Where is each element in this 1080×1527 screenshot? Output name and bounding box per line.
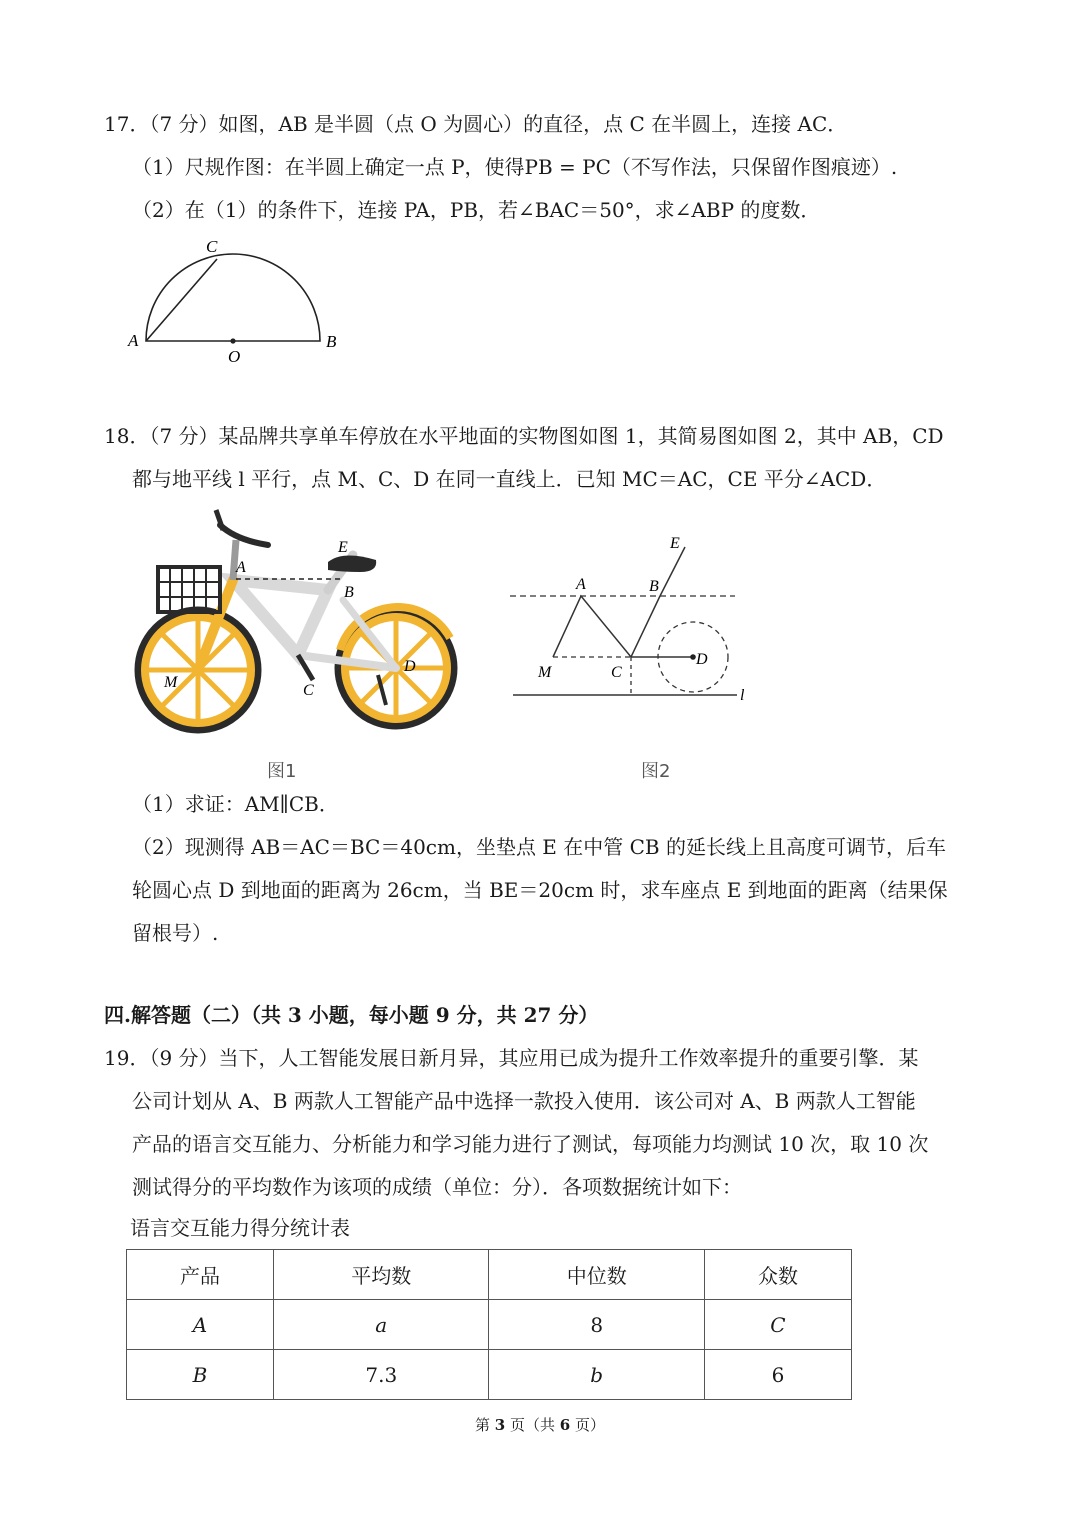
- table-cell: b: [489, 1350, 704, 1400]
- fig1-label-b: B: [344, 584, 354, 601]
- table-cell: B: [127, 1350, 274, 1400]
- q17-part1: （1）尺规作图：在半圆上确定一点 P，使得PB = PC（不写作法，只保留作图痕迹）.: [132, 155, 898, 179]
- fig2-label-c: C: [611, 664, 622, 681]
- label-c: C: [206, 237, 218, 256]
- footer-middle: 页（共: [505, 1416, 560, 1434]
- section-heading: 四.解答题（二）（共 3 小题，每小题 9 分，共 27 分）: [104, 1003, 599, 1027]
- fig1-label-e: E: [338, 539, 348, 556]
- point-d: [690, 654, 696, 660]
- q19-line4: 测试得分的平均数作为该项的成绩（单位：分）．各项数据统计如下：: [132, 1175, 742, 1199]
- table-cell: 8: [489, 1300, 704, 1350]
- footer-prefix: 第: [475, 1416, 495, 1434]
- table-cell: C: [704, 1300, 851, 1350]
- fig2-label-d: D: [696, 651, 708, 668]
- fig1-label-c: C: [303, 682, 314, 699]
- segments-macb: [553, 596, 660, 657]
- q18-part1: （1）求证：AM∥CB．: [132, 792, 339, 816]
- footer-suffix: 页）: [570, 1416, 605, 1434]
- q18-stem-line2: 都与地平线 l 平行，点 M、C、D 在同一直线上．已知 MC＝AC，CE 平分∠ACD．: [132, 467, 887, 491]
- fig1-label-a: A: [236, 559, 246, 576]
- fig2-label-b: B: [649, 578, 659, 595]
- q17-part2: （2）在（1）的条件下，连接 PA，PB，若∠BAC＝50°，求∠ABP 的度数．: [132, 198, 821, 222]
- fig2-label-a: A: [576, 576, 586, 593]
- bicycle-figure: [128, 500, 458, 745]
- table-header-cell: 众数: [704, 1250, 851, 1300]
- table-cell: a: [274, 1300, 489, 1350]
- footer-page-number: 3: [494, 1416, 506, 1434]
- segment-be: [660, 547, 685, 596]
- table-header-cell: 产品: [127, 1250, 274, 1300]
- fig1-label-d: D: [404, 658, 416, 675]
- page-footer: [0, 1414, 1080, 1435]
- table-cell: A: [127, 1300, 274, 1350]
- score-table: [126, 1249, 852, 1400]
- table-header-row: [127, 1250, 852, 1300]
- q17-stem: 17．（7 分）如图，AB 是半圆（点 O 为圆心）的直径，点 C 在半圆上，连接 AC．: [104, 112, 848, 136]
- basket: [158, 567, 220, 612]
- table-header-cell: 中位数: [489, 1250, 704, 1300]
- q19-line2: 公司计划从 A、B 两款人工智能产品中选择一款投入使用．该公司对 A、B 两款人工智能: [132, 1089, 916, 1113]
- semicircle-diagram: [120, 232, 350, 372]
- fig2-label-m: M: [538, 664, 552, 681]
- fig2-label-e: E: [670, 535, 680, 552]
- q19-line1: 19．（9 分）当下，人工智能发展日新月异，其应用已成为提升工作效率提升的重要引擎．某: [104, 1046, 919, 1070]
- seat: [328, 555, 376, 572]
- footer-total-pages: 6: [559, 1416, 571, 1434]
- fig1-label-m: M: [164, 674, 178, 691]
- q18-part2-line1: （2）现测得 AB＝AC＝BC＝40cm，坐垫点 E 在中管 CB 的延长线上且高度可调节，后车: [132, 835, 946, 859]
- figure1-caption: 图1: [267, 761, 297, 782]
- q18-part2-line3: 留根号）.: [132, 921, 219, 945]
- fig2-label-l: l: [740, 687, 745, 704]
- table-cell: 7.3: [274, 1350, 489, 1400]
- table-row: [127, 1350, 852, 1400]
- semicircle-arc: [146, 254, 320, 341]
- table-cell: 6: [704, 1350, 851, 1400]
- table-title: 语言交互能力得分统计表: [130, 1216, 350, 1240]
- simplified-diagram: [505, 525, 765, 720]
- table-row: [127, 1300, 852, 1350]
- label-b: B: [326, 332, 337, 351]
- center-point-o: [230, 338, 235, 343]
- q19-line3: 产品的语言交互能力、分析能力和学习能力进行了测试，每项能力均测试 10 次，取 10 次: [132, 1132, 929, 1156]
- figure2-caption: 图2: [641, 761, 671, 782]
- table-header-cell: 平均数: [274, 1250, 489, 1300]
- q18-stem-line1: 18．（7 分）某品牌共享单车停放在水平地面的实物图如图 1，其简易图如图 2，其中 AB，CD: [104, 424, 944, 448]
- label-a: A: [128, 331, 139, 350]
- q18-part2-line2: 轮圆心点 D 到地面的距离为 26cm，当 BE＝20cm 时，求车座点 E 到地面的距离（结果保: [132, 878, 948, 902]
- label-o: O: [228, 347, 241, 366]
